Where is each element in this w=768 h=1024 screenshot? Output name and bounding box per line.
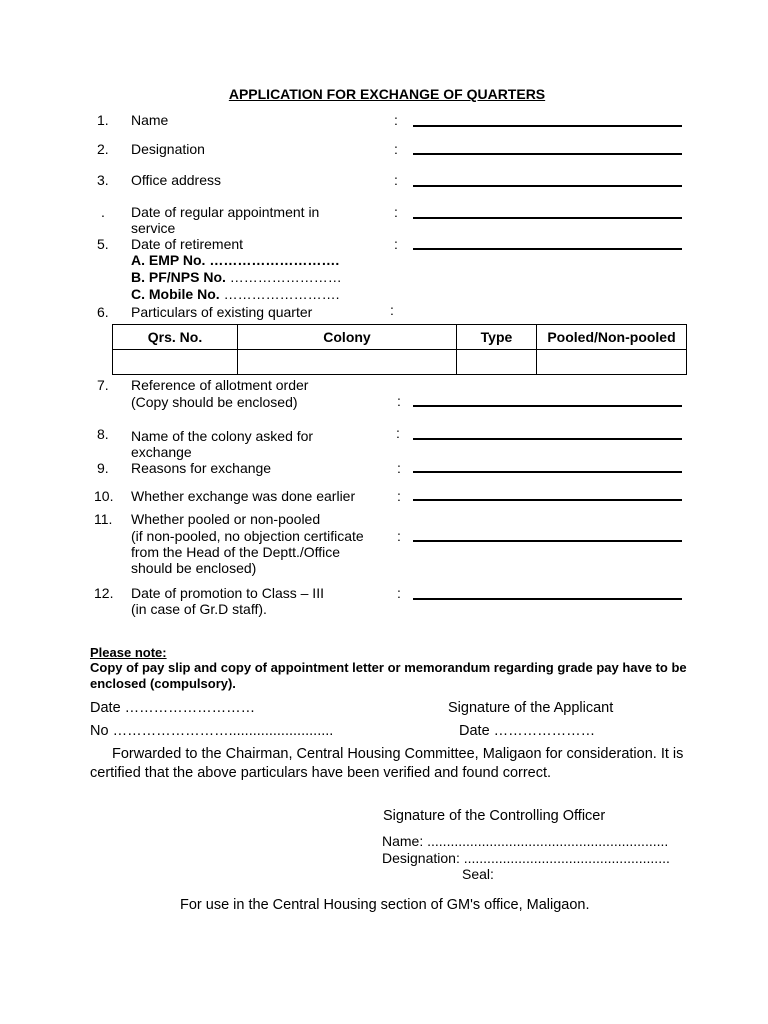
- earlier-exchange-label: Whether exchange was done earlier: [131, 488, 356, 504]
- form-title: APPLICATION FOR EXCHANGE OF QUARTERS: [228, 86, 546, 102]
- cell-type[interactable]: [457, 350, 537, 375]
- applicant-signature-label: Signature of the Applicant: [448, 700, 614, 716]
- item-number: 9.: [97, 460, 109, 476]
- cell-qrs-no[interactable]: [113, 350, 238, 375]
- emp-no-field[interactable]: [131, 252, 339, 268]
- pooled-field-line[interactable]: [413, 540, 682, 542]
- existing-quarter-table: [112, 324, 687, 375]
- col-header-type: Type: [457, 325, 537, 350]
- colon: :: [394, 236, 398, 252]
- officer-designation-field[interactable]: Designation: .....................................................: [382, 850, 670, 866]
- retirement-date-label: Date of retirement: [131, 236, 244, 252]
- pf-nps-label: B. PF/NPS No.: [131, 269, 230, 285]
- colon: :: [394, 172, 398, 188]
- applicant-date-field[interactable]: Date …………………: [459, 723, 596, 739]
- colon: :: [396, 425, 400, 441]
- promotion-date-label-cont: (in case of Gr.D staff).: [131, 601, 267, 617]
- colon: :: [394, 204, 398, 220]
- allotment-order-label-cont: (Copy should be enclosed): [131, 394, 298, 410]
- promotion-date-label: Date of promotion to Class – III: [131, 585, 324, 601]
- reference-no-field[interactable]: No ……………………..........................: [90, 723, 334, 739]
- colon: :: [390, 302, 394, 318]
- item-number: 2.: [97, 141, 109, 157]
- colon: :: [397, 393, 401, 409]
- mobile-no-dots: …………………….: [223, 286, 340, 302]
- colon: :: [394, 112, 398, 128]
- colony-asked-label-cont: exchange: [131, 444, 192, 460]
- colon: :: [397, 585, 401, 601]
- appointment-date-label: Date of regular appointment in: [131, 204, 320, 220]
- cell-pooled[interactable]: [537, 350, 687, 375]
- col-header-colony: Colony: [238, 325, 457, 350]
- promotion-date-field-line[interactable]: [413, 598, 682, 600]
- forwarding-paragraph: Forwarded to the Chairman, Central Housing Committee, Maligaon for consideration. It is certified that the above particulars have been verified and found correct.: [90, 746, 684, 781]
- allotment-order-field-line[interactable]: [413, 405, 682, 407]
- emp-no-label: A. EMP No.: [131, 252, 210, 268]
- name-label: Name: [131, 112, 169, 128]
- item-number: 1.: [97, 112, 109, 128]
- item-number: 8.: [97, 426, 109, 442]
- pf-nps-dots: ……………………: [229, 269, 342, 285]
- pf-nps-field[interactable]: [131, 269, 342, 285]
- item-number: 12.: [94, 585, 114, 601]
- colon: :: [397, 528, 401, 544]
- col-header-pooled: Pooled/Non-pooled: [537, 325, 687, 350]
- item-number: 11.: [94, 511, 113, 527]
- seal-label: Seal:: [462, 866, 494, 882]
- colon: :: [397, 460, 401, 476]
- earlier-exchange-field-line[interactable]: [413, 499, 682, 501]
- cell-colony[interactable]: [238, 350, 457, 375]
- office-address-label: Office address: [131, 172, 222, 188]
- item-number: 3.: [97, 172, 109, 188]
- mobile-no-field[interactable]: [131, 286, 339, 302]
- item-number: 7.: [97, 377, 109, 393]
- colon: :: [394, 141, 398, 157]
- allotment-order-label: Reference of allotment order: [131, 377, 309, 393]
- item-number: .: [101, 204, 105, 220]
- date-field[interactable]: Date ………………………: [90, 700, 256, 716]
- central-housing-use-label: For use in the Central Housing section of GM's office, Maligaon.: [180, 897, 590, 913]
- designation-label: Designation: [131, 141, 205, 157]
- emp-no-dots: ……………………….: [209, 252, 340, 268]
- appointment-date-field-line[interactable]: [413, 217, 682, 219]
- exchange-reasons-field-line[interactable]: [413, 471, 682, 473]
- note-heading: Please note:: [90, 645, 167, 660]
- existing-quarter-label: Particulars of existing quarter: [131, 304, 313, 320]
- colony-asked-field-line[interactable]: [413, 438, 682, 440]
- pooled-label: Whether pooled or non-pooled: [131, 511, 321, 527]
- table-header-row: [113, 325, 687, 350]
- name-field-line[interactable]: [413, 125, 682, 127]
- colon: :: [397, 488, 401, 504]
- retirement-date-field-line[interactable]: [413, 248, 682, 250]
- note-text: Copy of pay slip and copy of appointment letter or memorandum regarding grade pay have to be enclosed (compulsory).: [90, 660, 687, 691]
- pooled-label-cont2: from the Head of the Deptt./Office: [131, 544, 341, 560]
- item-number: 6.: [97, 304, 109, 320]
- pooled-label-cont1: (if non-pooled, no objection certificate: [131, 528, 364, 544]
- exchange-reasons-label: Reasons for exchange: [131, 460, 272, 476]
- col-header-qrs-no: Qrs. No.: [113, 325, 238, 350]
- officer-signature-label: Signature of the Controlling Officer: [383, 808, 606, 824]
- appointment-date-label-cont: service: [131, 220, 176, 236]
- colony-asked-label: Name of the colony asked for: [131, 428, 314, 444]
- office-address-field-line[interactable]: [413, 185, 682, 187]
- item-number: 5.: [97, 236, 109, 252]
- mobile-no-label: C. Mobile No.: [131, 286, 224, 302]
- designation-field-line[interactable]: [413, 153, 682, 155]
- item-number: 10.: [94, 488, 114, 504]
- pooled-label-cont3: should be enclosed): [131, 560, 257, 576]
- officer-name-field[interactable]: Name: ..............................................................: [382, 833, 669, 849]
- table-row: [113, 350, 687, 375]
